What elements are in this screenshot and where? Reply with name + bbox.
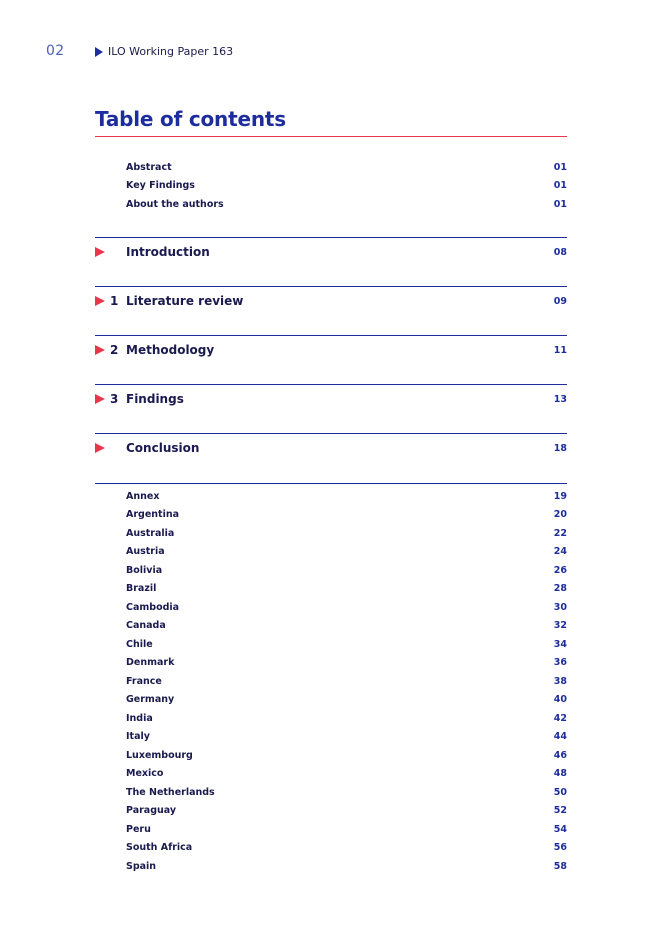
toc-entry-page: 52	[553, 805, 567, 816]
toc-entry-page: 38	[553, 675, 567, 687]
toc-entry[interactable]	[95, 583, 567, 595]
toc-entry-page: 28	[553, 583, 567, 594]
toc-entry-label: Denmark	[126, 657, 175, 668]
toc-entry-page: 26	[553, 564, 567, 576]
chapter-number: 1	[110, 294, 119, 308]
toc-entry-page: 19	[553, 490, 567, 502]
toc-entry-label: Abstract	[126, 161, 172, 173]
chapter-arrow-icon	[95, 443, 105, 453]
toc-entry-label: Australia	[126, 527, 175, 539]
toc-entry-page: 42	[553, 712, 567, 724]
page-number: 02	[46, 43, 65, 59]
toc-entry[interactable]	[95, 638, 567, 650]
toc-entry-page: 01	[553, 161, 567, 173]
header-triangle-icon	[95, 47, 103, 57]
toc-entry[interactable]	[95, 842, 567, 854]
chapter-title: Introduction	[126, 245, 210, 259]
toc-entry[interactable]	[95, 823, 567, 835]
toc-entry-label: Annex	[126, 490, 160, 502]
chapter-divider	[95, 433, 567, 434]
toc-entry-label: Argentina	[126, 509, 180, 520]
toc-entry-page: 36	[553, 657, 567, 668]
header-title: ILO Working Paper 163	[108, 45, 234, 58]
toc-entry-page: 20	[553, 509, 567, 520]
toc-entry-page: 46	[553, 749, 567, 761]
toc-entry-page: 40	[553, 694, 567, 705]
toc-entry-label: Italy	[126, 731, 150, 742]
toc-title: Table of contents	[95, 107, 286, 131]
toc-entry[interactable]	[95, 527, 567, 539]
toc-entry-label: France	[126, 675, 162, 687]
toc-entry[interactable]	[95, 161, 567, 173]
chapter-arrow-icon	[95, 345, 105, 355]
toc-entry[interactable]	[95, 620, 567, 632]
toc-entry[interactable]	[95, 546, 567, 558]
toc-entry-page: 56	[553, 842, 567, 853]
toc-entry-label: Chile	[126, 638, 153, 650]
title-divider	[95, 136, 567, 137]
toc-entry[interactable]	[95, 749, 567, 761]
chapter-title: Findings	[126, 392, 184, 406]
toc-entry-page: 54	[553, 823, 567, 835]
toc-entry[interactable]	[95, 675, 567, 687]
toc-entry-label: Spain	[126, 860, 157, 872]
chapter-title: Methodology	[126, 343, 215, 357]
toc-entry[interactable]	[95, 657, 567, 669]
toc-entry-page: 01	[553, 180, 567, 191]
toc-entry[interactable]	[95, 768, 567, 780]
toc-entry-page: 22	[553, 527, 567, 539]
toc-entry-label: Germany	[126, 694, 175, 705]
toc-chapter[interactable]	[95, 392, 567, 406]
toc-entry-label: Brazil	[126, 583, 157, 594]
chapter-divider	[95, 335, 567, 336]
toc-entry-page: 44	[553, 731, 567, 742]
toc-entry[interactable]	[95, 805, 567, 817]
toc-entry[interactable]	[95, 712, 567, 724]
toc-entry-label: Cambodia	[126, 601, 180, 613]
chapter-page: 09	[553, 295, 567, 307]
toc-entry-label: The Netherlands	[126, 786, 215, 798]
chapter-page: 18	[553, 442, 567, 454]
chapter-number: 3	[110, 392, 119, 406]
toc-chapter[interactable]	[95, 441, 567, 455]
toc-entry-page: 34	[553, 638, 567, 650]
chapter-number: 2	[110, 343, 119, 357]
chapter-page: 13	[553, 393, 567, 405]
toc-entry[interactable]	[95, 694, 567, 706]
toc-entry-label: Luxembourg	[126, 749, 193, 761]
running-header	[95, 45, 233, 58]
toc-entry-page: 48	[553, 768, 567, 779]
toc-entry[interactable]	[95, 198, 567, 210]
toc-entry[interactable]	[95, 731, 567, 743]
toc-entry-page: 01	[553, 198, 567, 210]
toc-entry-label: India	[126, 712, 153, 724]
chapter-divider	[95, 286, 567, 287]
chapter-divider	[95, 384, 567, 385]
chapter-page: 08	[553, 246, 567, 258]
toc-entry-label: Peru	[126, 823, 151, 835]
toc-entry-page: 58	[553, 860, 567, 872]
chapter-arrow-icon	[95, 394, 105, 404]
toc-entry-page: 50	[553, 786, 567, 798]
toc-entry[interactable]	[95, 601, 567, 613]
toc-entry-page: 30	[553, 601, 567, 613]
toc-entry-label: Mexico	[126, 768, 164, 779]
toc-entry-page: 24	[553, 546, 567, 557]
chapter-page: 11	[553, 344, 567, 356]
toc-entry-label: Paraguay	[126, 805, 177, 816]
toc-chapter[interactable]	[95, 343, 567, 357]
toc-entry[interactable]	[95, 786, 567, 798]
toc-entry[interactable]	[95, 490, 567, 502]
toc-entry[interactable]	[95, 509, 567, 521]
toc-chapter[interactable]	[95, 294, 567, 308]
chapter-title: Literature review	[126, 294, 244, 308]
toc-entry-label: About the authors	[126, 198, 224, 210]
toc-entry-label: Austria	[126, 546, 165, 557]
annex-divider	[95, 483, 567, 484]
toc-entry-label: South Africa	[126, 842, 193, 853]
toc-entry[interactable]	[95, 860, 567, 872]
toc-entry[interactable]	[95, 564, 567, 576]
toc-entry-label: Key Findings	[126, 180, 195, 191]
toc-entry-label: Bolivia	[126, 564, 163, 576]
toc-chapter[interactable]	[95, 245, 567, 259]
chapter-title: Conclusion	[126, 441, 200, 455]
chapter-arrow-icon	[95, 247, 105, 257]
toc-entry-label: Canada	[126, 620, 166, 631]
chapter-arrow-icon	[95, 296, 105, 306]
chapter-divider	[95, 237, 567, 238]
toc-entry[interactable]	[95, 180, 567, 192]
toc-entry-page: 32	[553, 620, 567, 631]
